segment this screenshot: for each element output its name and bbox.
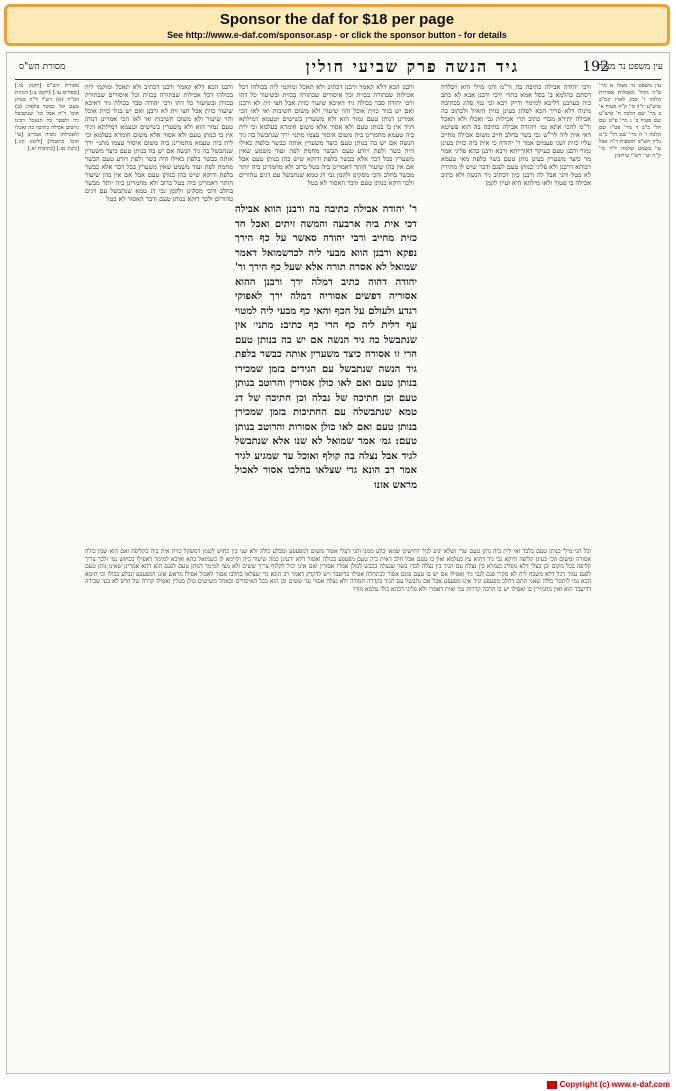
ein-mishpat-label: עין משפט נר מצוה xyxy=(597,62,663,72)
page-number: 192 xyxy=(582,59,609,75)
copyright-notice[interactable] xyxy=(544,1080,670,1089)
header-rule xyxy=(15,79,661,80)
ein-mishpat-text: עין משפט נר מצוה א מיי' פ"ח מהל' מאכלות אסורות הלכה ו' סמג לאוין קמ"ב טוש"ע יו"ד סי' ק"ה סעיף א' ב מיי' שם הלכה ח' טוש"ע שם סעיף ב' ג מיי' פ"ט שם הל' כ"ב ד מיי' פט"ו שם הלכה ו' ה מיי' שם הל' כ"ט נליון הש"ס תוספות ד"ה אבל עי' בשמע שלמה יו"ד סי' ק"ה ועי' רש"י עירובין xyxy=(599,83,661,159)
masoret-hashas-column xyxy=(15,83,79,1074)
rashi-column xyxy=(441,83,591,533)
talmud-page-scan xyxy=(6,52,670,1074)
sponsor-banner[interactable] xyxy=(4,4,670,46)
e-daf-icon xyxy=(547,1081,557,1089)
tosafot-column xyxy=(85,83,233,533)
chapter-title: גיד הנשה פרק שביעי חולין xyxy=(305,57,519,76)
rashi-text: ורבי יהודה אבילה כתיבה בה ור"מ והני מילי הוא ויבלדה דסתם כהלמא ב' בסל אמא בתרי ירכי ורבנן אבא לא כתב ביה בערבנן דליכא למימר ודייק רבא וכי נמי פלוג בכתיבה מיניה דלא פריך הכא לפלוג בעינן כזית הואיל ולכתוב בה אבילה יתירא מכדי כתיב תרי אכילות גבי ואכלו ולא תאכל ור"מ להכי אתא גמ׳ ויהודה אבילה כתיבה בה הוא פשיטא דאי אית ליה לר"ש גבי בשר בחלב חייב משום אכילה מחייב עליו כזית ושני פעמים אמר ר' יהודה כי אית ביה כזית בעינן גמור ורבנן טעם כעיקר דאורייתא ורבא ורבנן בהא פליגי אמר מר כיצד משערין בעינן נותן טעם בשר בלפת מאי טעמא רבותא דרבנן ולא פליגי בנותן טעם לפגם ודבר שיש לו מתירין לא בטל והני אבל לה ורבנן כיון דכתיב גיד הנשה ולא כתיב אכילה בו פטור ולאו מילתא היא ועיין לקמן xyxy=(441,83,591,187)
sponsor-banner-subtitle[interactable]: See http://www.e-daf.com/sponsor.asp - or click the sponsor button - for details xyxy=(167,30,507,40)
copyright-text[interactable]: Copyright (c) www.e-daf.com xyxy=(559,1080,670,1089)
commentary-lower-text: וכל הני מילי בנותן טעם בלבד ואי לית ביה נותן טעם שרי ושלא יגיע לגיד דחישינן שמא יבלע ממנו והני דצלי אסור משום דמפעפע ומבלע כולה ולא שני בין כחוש לשמן דמשקל כזית אית ביה בקליפה ואם הוא שמן כולה אסורה ומשום הכי בעינן קליפה ודוקא גבי גיד דהוא עץ בעלמא ואין בו טעם אבל חלב דאית ביה טעם מפעפע בכולה ואסור דלא ידעינן כמה שיעור ביה וקיימא לן כשמואל בהא ואיכא למימר דאפילו בכחוש נמי ולכך צריך קליפה בכל מקום וכן בצלי דלא מפליג בגמרא בין נצלה עם הגיד בין נצלה לבדו בשר שנצלה בכבש לכולן אמרו אסורין ואם אינו יכול לקלוף צריך ששים ולא מצי למימר דנותן טעם לפגם הוא דהא אמרינן שאינו נותן טעם לפגם גמור דכל דלא משבח ליה לא מקרי פגם לגבי גיד ואפילו אם יש בו טעם פוגם אסור לכתחלה אפילו בדיעבד ויש לדקדק דאמר רב הונא גדי שצלאו בחלבו אסור לאכול אפילו מראש אזנו דמפעפע ונבלע בכולו וכי תימא הכא נמי ליתסר כולה שאני התם דחלב מפעפע וגיד אינו מפעפע אבל אם נתבשל עם הגיד בקדרה חמורה ולא נצלה אסור עד ששים וכן הוא בכל האיסורים ובאחד משישים כולן בטלין ואפילו קדרה של חרס לא בעי שבירה דדיעבד הוא ואין מחמירין בו ואפילו יש בו הרבה קדרות נמי ואית דאמרי ולא פליגי דבהא כולי עלמא מודו xyxy=(85,548,591,593)
masoret-hashas-text: מסורת הש"ס [לקמן צו.] [פסחים עו.] [לקמן צ:] הגהות הב"ח (א) רש"י ד"ה בנותן טעם וכו' כבשר בלפת: (ב) תוס' ד"ה אבל וכו' שנתבשל גיד ולפטר כל הנאכל רבינו גרשום אבילה כתיבה בה ואכלו ולאכילתו גופיה אמרינן [עי' תוס' כתובות] [לקמן קכ.] [גיטין נט.] [כתובות יא.] xyxy=(15,83,79,152)
gemara-top-band xyxy=(239,83,414,198)
sponsor-banner-title[interactable]: Sponsor the daf for $18 per page xyxy=(219,11,455,28)
gemara-top-text: ורבנן הכא דלא קאמר ורבנן דכתיב ולא תאכל ומוקמי ליה בכולהו דכל אכילות שבתורה בכזית וכל איסורים שבתורה בכזית ובשיעור כל דהו ורבי יהודה סבר בכולה גיד דאיכא שיעור כזית אבל חצי זית לא ורבנן ואם יש בגיד כזית אוכל והוי שיעור ולא משום חשיבות ואי לאו הכי אמרינן דנותן טעם גמור הוא ולא משערין בשישים וטעמא דמילתא דגיד אין בו בנותן טעם ולא אסור אלא משום חומרא בעלמא וכי לית ביה טעמא מחמרינן ביה משום איסור עצמו מתני׳ ירך שנתבשל בה גיד הנשה אם יש בה בנותן טעם כיצד משערין אותה כבשר בלפת כאילו היה בשר ולפת ויודע טעם הבשר מחמת לפת ועוד משמע שאין משערין בכל דבר אלא בבשר בלפת ודוקא שיש בהן בנותן טעם אבל אם אין בהן שיעור הותר דאמרינן ביה בטל ברוב ולא מחמרינן ביה יותר מבשר בחלב והכי מסקינן ולקמן גבי דג טמא שנתבשל עם דגים טהורים ולכך דוקא בנותן טעם ודבר האסור לא בטל xyxy=(239,83,414,187)
gemara-text: ר' יהודה אבילה כתיבה בה ורבנן הווא אבילה דכי אית ביה ארבעה והמשה זיתים ואכל חד כזית מחייב ורבי יהודה סאשר על כף הירך נפקא ורבנן הווא מבעי ליה לכדשמואל דאמר שמואל לא אסרה תורה אלא שעל כף הירך ור' יהודה דהוה כתיב דמלה ירך ורבנן ההוא אסוריה דפשים אסוריה דמלה ירך לאפוקי רגדע ולעולם על הכף והאי כף מבעי ליה למטוי עף דלית ליה כף הרי כף כתיב: מתני׳ אין שנתבשל בה גיד הנשה אם יש בה בנותן טעם הרי זו אסורה כיצד משערין אותה כבשר בלפת גיד הנשה שנתבשל עם הגידים בזמן שמכירו בנותן טעם ואם לאו כולן אסורין והרוטב בנותן טעם וכן חתיכה של נבלה וכן חתיכה של דג טמא שנתבשלה עם החתיכות בזמן שמכירן בנותן טעם ואם לאו כולן אסורות והרוטב בנותן טעם: גמ׳ אמר שמואל לא שנו אלא שנתבשל לגיד אבל נצלה בה קולף ואוכל עד שמגיע לגיד אמר רב הונא גדי שצלאו בחלבו אסור לאכול מראש אזנו xyxy=(235,204,417,491)
commentary-lower-block xyxy=(85,548,591,1068)
gemara-text-block xyxy=(235,203,417,543)
tosafot-text: ורבנן הכא דלא קאמר ורבנן דכתיב ולא תאכל ומוקמי ליה בכולהו דכל אכילות שבתורה בכזית וכל איסורים שבתורה בכזית ובשיעור כל דהו ורבי יהודה סבר בכולה גיד דאיכא שיעור כזית אבל חצי זית לא ורבנן ואם יש בגיד כזית אוכל והוי שיעור ולא משום חשיבות ואי לאו הכי אמרינן דנותן טעם גמור הוא ולא משערין בשישים וטעמא דמילתא דגיד אין בו בנותן טעם ולא אסור אלא משום חומרא בעלמא וכי לית ביה טעמא מחמרינן ביה משום איסור עצמו מתני׳ ירך שנתבשל בה גיד הנשה אם יש בה בנותן טעם כיצד משערין אותה כבשר בלפת כאילו היה בשר ולפת ויודע טעם הבשר מחמת לפת ועוד משמע שאין משערין בכל דבר אלא בבשר בלפת ודוקא שיש בהן בנותן טעם אבל אם אין בהן שיעור הותר דאמרינן ביה בטל ברוב ולא מחמרינן ביה יותר מבשר בחלב והכי מסקינן ולקמן גבי דג טמא שנתבשל עם דגים טהורים ולכך דוקא בנותן טעם ודבר האסור לא בטל xyxy=(85,83,233,203)
ein-mishpat-column xyxy=(599,83,661,723)
page-header xyxy=(7,57,669,79)
masoret-label: מסורת הש"ס xyxy=(19,62,66,72)
